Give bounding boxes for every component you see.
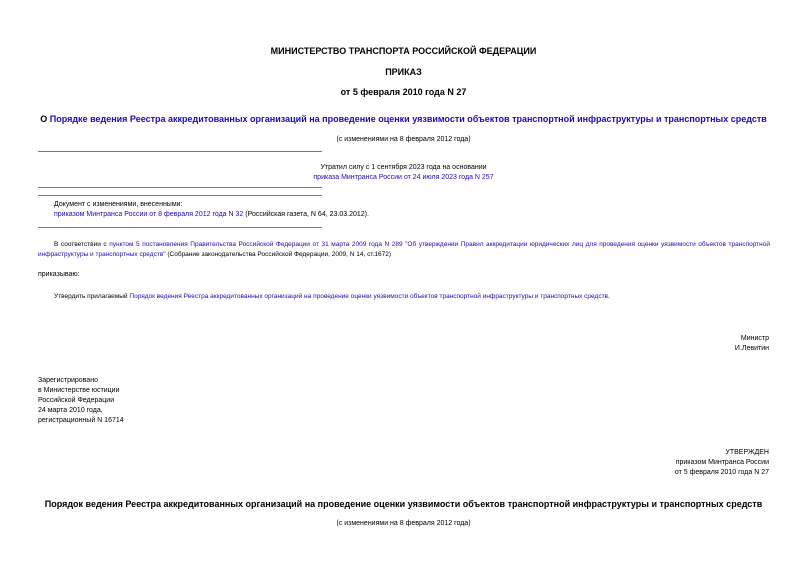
registration-line-4: 24 марта 2010 года, — [38, 407, 103, 414]
registration-line-2: в Министерстве юстиции — [38, 387, 120, 394]
paragraph-basis — [38, 240, 770, 260]
paragraph-approve — [54, 292, 610, 302]
doc-date: от 5 февраля 2010 года N 27 — [340, 87, 467, 97]
divider-1 — [38, 151, 322, 152]
expired-link[interactable]: приказа Минтранса России от 24 июля 2023 года N 257 — [313, 174, 494, 181]
p1-link[interactable]: пунктом 5 постановления Правительства Российской Федерации от 31 марта 2009 года N 289 "Об утверждении Правил аккредитации юридических лиц для проведения оценки уязвимости объектов транспортной инфраструктуры и транспортных средств" — [38, 241, 770, 258]
registration-block — [38, 376, 124, 426]
registration-line-1: Зарегистрировано — [38, 377, 98, 384]
registration-line-3: Российской Федерации — [38, 397, 115, 404]
title-prefix: О — [40, 114, 48, 124]
ministry-name: МИНИСТЕРСТВО ТРАНСПОРТА РОССИЙСКОЙ ФЕДЕРАЦИИ — [270, 46, 537, 56]
registration-line-5: регистрационный N 16714 — [38, 417, 124, 424]
p1-suffix: (Собрание законодательства Российской Федерации, 2009, N 14, ст.1672) — [167, 251, 392, 258]
changes-suffix: (Российская газета, N 64, 23.03.2012). — [245, 211, 369, 218]
changes-link[interactable]: приказом Минтранса России от 8 февраля 2012 года N 32 — [54, 211, 244, 218]
expired-link-row — [0, 173, 807, 183]
divider-3 — [38, 195, 322, 196]
changes-row — [54, 210, 369, 220]
doc-title — [0, 114, 807, 125]
approved-line-2: приказом Минтранса России — [675, 459, 769, 466]
divider-2 — [38, 187, 322, 188]
order-word: приказываю: — [38, 271, 80, 278]
p2-prefix: Утвердить прилагаемый — [54, 293, 128, 300]
expired-text: Утратил силу с 1 сентября 2023 года на основании — [320, 164, 487, 171]
changes-label: Документ с изменениями, внесенными: — [54, 201, 183, 208]
p2-suffix: . — [608, 293, 610, 300]
amended-note: (с изменениями на 8 февраля 2012 года) — [336, 136, 471, 143]
p1-prefix: В соответствии с — [54, 241, 107, 248]
annex-title: Порядок ведения Реестра аккредитованных организаций на проведение оценки уязвимости объектов транспортной инфраструктуры и транспортных средств — [44, 499, 763, 509]
approved-line-3: от 5 февраля 2010 года N 27 — [674, 469, 769, 476]
p2-link[interactable]: Порядок ведения Реестра аккредитованных организаций на проведение оценки уязвимости объектов транспортной инфраструктуры и транспортных средств — [129, 293, 608, 300]
signature-name: И.Левитин — [734, 345, 769, 352]
title-link[interactable]: Порядке ведения Реестра аккредитованных организаций на проведение оценки уязвимости объектов транспортной инфраструктуры и транспортных средств — [49, 114, 767, 124]
approved-block — [675, 448, 769, 478]
annex-amended: (с изменениями на 8 февраля 2012 года) — [336, 520, 471, 527]
approved-line-1: УТВЕРЖДЕН — [725, 449, 769, 456]
signature-position: Министр — [740, 335, 769, 342]
divider-4 — [38, 227, 322, 228]
doc-type: ПРИКАЗ — [385, 67, 422, 77]
